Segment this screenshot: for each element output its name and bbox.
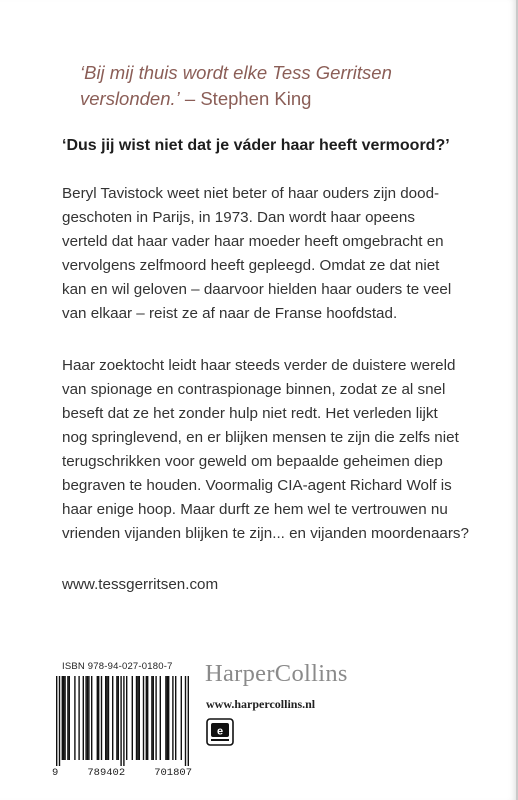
barcode-bar (136, 676, 137, 760)
barcode-bar (69, 676, 70, 760)
barcode-guard-bar (123, 676, 124, 766)
headline: ‘Dus jij wist niet dat je váder haar heeft vermoord?’ (62, 137, 450, 154)
quote-line-2: verslonden.’ (80, 88, 180, 109)
barcode-bar (105, 676, 106, 760)
barcode-digits-right: 701807 (154, 767, 192, 779)
barcode-number (52, 767, 192, 779)
barcode-image (52, 676, 196, 766)
paragraph-line: vervolgens zelfmoord heeft gepleegd. Omdat ze dat niet (62, 257, 440, 274)
barcode-bar (132, 676, 133, 760)
barcode-bar (167, 676, 168, 760)
paragraph-line: geschoten in Parijs, in 1973. Dan wordt haar opeens (62, 209, 415, 226)
quote-author: – Stephen King (179, 88, 312, 109)
barcode-bar (62, 676, 63, 760)
barcode-bar (181, 676, 182, 760)
barcode-bar (118, 676, 119, 760)
barcode-bar (87, 676, 88, 760)
barcode-bar (91, 676, 92, 760)
paragraph-line: haar enige hoop. Maar durft ze hem wel te vertrouwen nu (62, 501, 448, 518)
blurb-paragraph-1 (62, 182, 472, 326)
barcode-guard-bar (185, 676, 186, 766)
paragraph-line: beseft dat ze het zonder hulp niet redt. Het verleden lijkt (62, 405, 438, 422)
barcode-guard-bar (59, 676, 60, 766)
barcode-bar (98, 676, 99, 760)
barcode-bar (160, 676, 161, 760)
barcode-guard-bar (188, 676, 189, 766)
paragraph-line: nog springlevend, en er blijken mensen te zijn die zelfs niet (62, 429, 459, 446)
barcode-bar (126, 676, 127, 760)
barcode-bar (172, 676, 173, 760)
publisher-logo: HarperCollins (205, 660, 348, 687)
paragraph-line: begraven te houden. Voormalig CIA-agent Richard Wolf is (62, 477, 452, 494)
barcode-bar (137, 676, 138, 760)
ebook-logo-icon (206, 718, 234, 746)
barcode-guard-bar (56, 676, 57, 766)
barcode-bar (143, 676, 144, 760)
barcode-bar (151, 676, 152, 760)
barcode-guard-bar (120, 676, 121, 766)
barcode-bar (168, 676, 169, 760)
paragraph-line: van spionage en contraspionage binnen, zodat ze al snel (62, 381, 446, 398)
barcode-bar (78, 676, 79, 760)
barcode-bar (139, 676, 140, 760)
paragraph-line: kan en wil geloven – daarvoor hielden haar ouders te veel (62, 281, 452, 298)
quote-line-1: ‘Bij mij thuis wordt elke Tess Gerritsen (80, 62, 392, 83)
endorsement-quote (80, 60, 440, 112)
barcode-bar (108, 676, 109, 760)
blurb-paragraph-2 (62, 354, 472, 546)
author-website: www.tessgerritsen.com (62, 576, 219, 593)
barcode-bar (88, 676, 89, 760)
paragraph-line: terugschrikken voor geweld om bepaalde geheimen diep (62, 453, 443, 470)
barcode-bar (155, 676, 156, 760)
barcode-digits-left: 789402 (87, 767, 126, 779)
barcode-bar (64, 676, 65, 760)
barcode-bar (106, 676, 107, 760)
barcode-bar (147, 676, 148, 760)
barcode-bar (112, 676, 113, 760)
barcode-bar (83, 676, 84, 760)
barcode-bar (85, 676, 86, 760)
barcode-digits-lead: 9 (52, 767, 59, 779)
barcode-bar (153, 676, 154, 760)
paragraph-line: verteld dat haar vader haar moeder heeft omgebracht en (62, 233, 444, 250)
barcode-bar (116, 676, 117, 760)
paragraph-line: vrienden vijanden blijken te zijn... en vijanden moordenaars? (62, 525, 469, 542)
publisher-url: www.harpercollins.nl (206, 697, 316, 711)
barcode-bar (63, 676, 64, 760)
barcode-bar (146, 676, 147, 760)
barcode-bar (101, 676, 102, 760)
paragraph-line: Haar zoektocht leidt haar steeds verder de duistere wereld (62, 357, 456, 374)
barcode-bar (67, 676, 68, 760)
barcode-bar (175, 676, 176, 760)
paragraph-line: Beryl Tavistock weet niet beter of haar ouders zijn dood- (62, 185, 440, 202)
ebook-logo-letter: e (216, 725, 224, 738)
barcode-bar (165, 676, 166, 760)
barcode-bar (97, 676, 98, 760)
barcode-bar (74, 676, 75, 760)
paragraph-line: van elkaar – reist ze af naar de Franse hoofdstad. (62, 305, 398, 322)
isbn-label: ISBN 978-94-027-0180-7 (62, 661, 173, 672)
